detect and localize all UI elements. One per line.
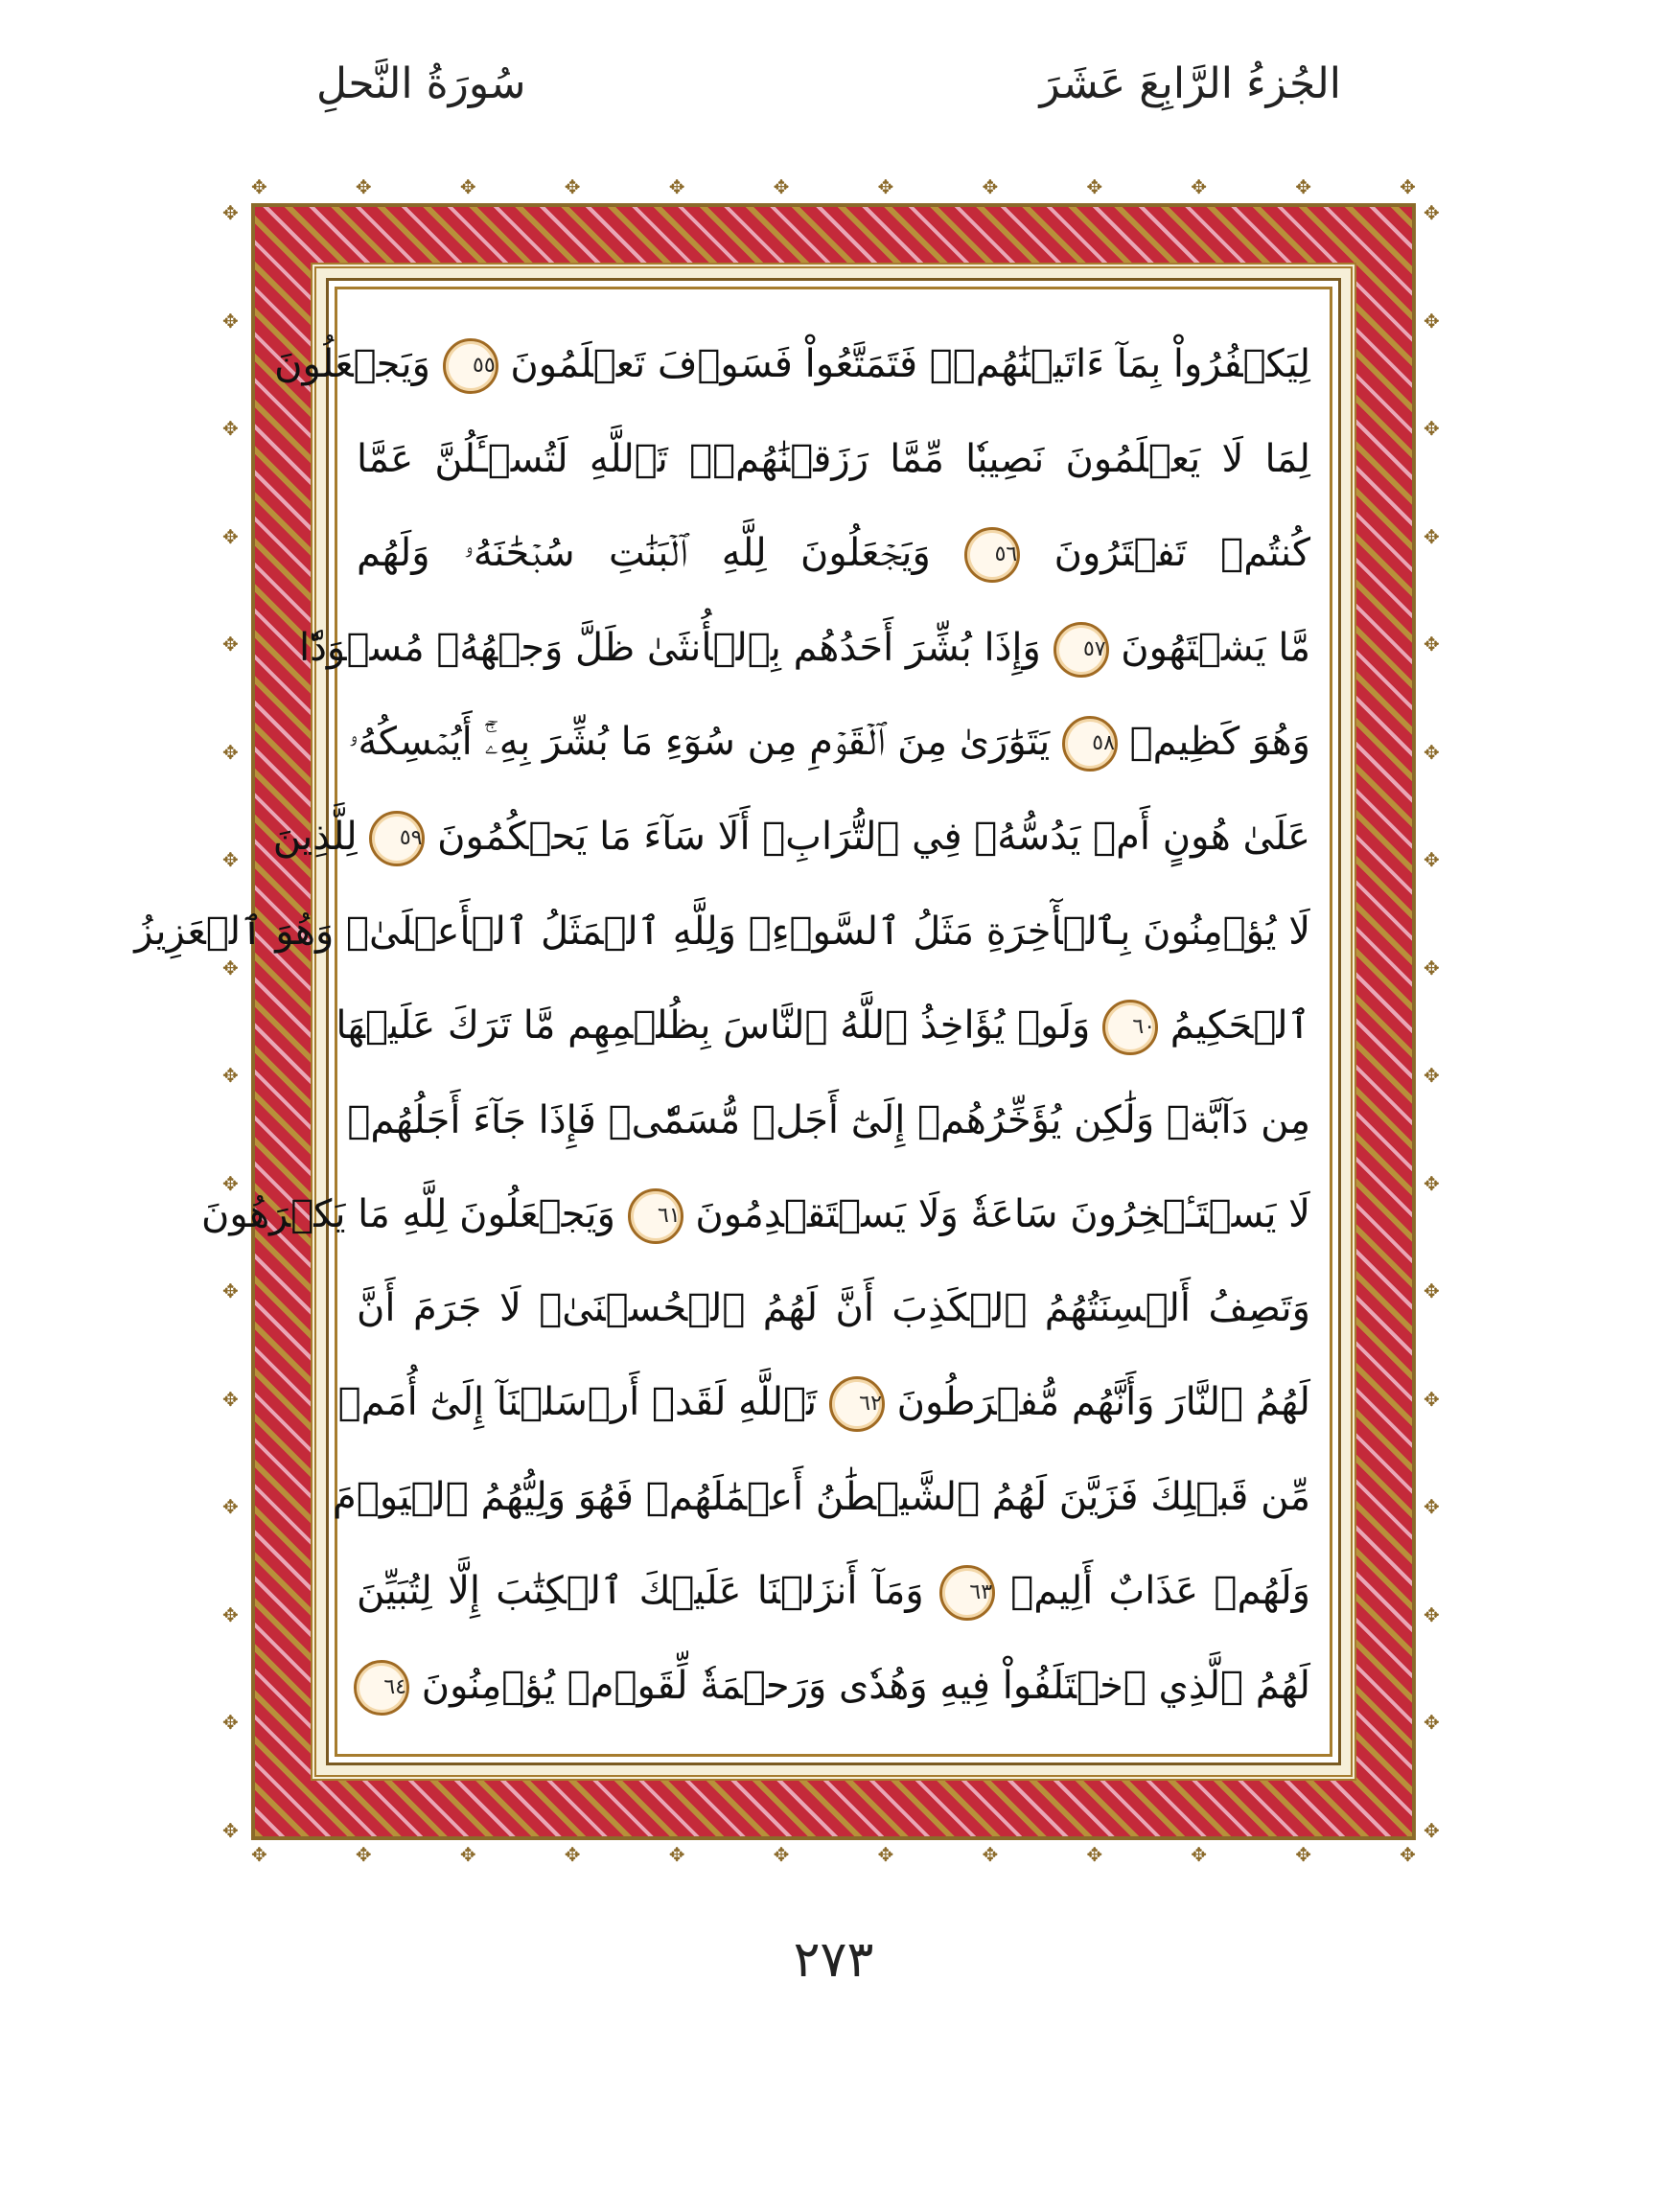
ayah-number-marker: ٥٦ [964, 527, 1020, 583]
ornament-icon: ✥ [1191, 175, 1208, 198]
text-line [336, 997, 1310, 1055]
ornament-icon: ✥ [982, 1843, 999, 1866]
ornament-icon: ✥ [222, 1818, 239, 1842]
text-line [348, 713, 1310, 772]
text-line [272, 808, 1310, 866]
left-ornament-column [222, 203, 239, 1840]
line-text: وَتَصِفُ أَلۡسِنَتُهُمُ ٱلۡكَذِبَ أَنَّ لَهُمُ ٱلۡحُسۡنَىٰۚ لَا جَرَمَ أَنَّ [357, 1286, 1310, 1331]
ayah-number-marker: ٦٠ [1102, 1000, 1158, 1055]
ornament-icon: ✥ [222, 740, 239, 764]
text-line [357, 524, 1310, 583]
bottom-ornament-row [251, 1845, 1416, 1864]
ornament-icon: ✥ [1424, 1387, 1440, 1411]
ornament-icon: ✥ [222, 1602, 239, 1626]
ornament-icon: ✥ [668, 1843, 685, 1866]
text-line [337, 1373, 1310, 1432]
line-text-after: تَٱللَّهِ لَقَدۡ أَرۡسَلۡنَآ إِلَىٰٓ أُمَمٖ [337, 1380, 818, 1425]
text-line [357, 1657, 1310, 1716]
ornament-icon: ✥ [459, 175, 476, 198]
ornament-icon: ✥ [1424, 1602, 1440, 1626]
ornament-icon: ✥ [1424, 524, 1440, 548]
ornament-icon: ✥ [222, 1495, 239, 1519]
ornament-icon: ✥ [251, 175, 267, 198]
ornament-icon: ✥ [982, 175, 999, 198]
text-line [357, 430, 1310, 488]
line-text-after: وَلَوۡ يُؤَاخِذُ ٱللَّهُ ٱلنَّاسَ بِظُلۡمِهِم مَّا تَرَكَ عَلَيۡهَا [336, 1002, 1091, 1048]
ayah-number-marker: ٦٢ [829, 1376, 885, 1432]
ornament-icon: ✥ [1400, 175, 1416, 198]
line-text: وَهُوَ كَظِيمٞ [1129, 720, 1310, 765]
ayah-number-marker: ٥٥ [443, 338, 498, 394]
ayah-number-marker: ٦٣ [939, 1565, 995, 1621]
line-text-after: وَيَجۡعَلُونَ لِلَّهِ مَا يَكۡرَهُونَ [201, 1191, 615, 1236]
ornament-icon: ✥ [251, 1843, 267, 1866]
ornament-icon: ✥ [1424, 1711, 1440, 1735]
ornament-icon: ✥ [222, 1171, 239, 1195]
ornament-icon: ✥ [1424, 740, 1440, 764]
text-line [201, 1186, 1310, 1244]
ornament-icon: ✥ [355, 175, 372, 198]
line-text: لِيَكۡفُرُواْ بِمَآ ءَاتَيۡنَٰهُمۡۚ فَتَمَتَّعُواْ فَسَوۡفَ تَعۡلَمُونَ [510, 342, 1310, 386]
ornament-icon: ✥ [1424, 1171, 1440, 1195]
line-text-after: لِلَّذِينَ [272, 815, 358, 860]
right-ornament-column [1424, 203, 1440, 1840]
ornament-icon: ✥ [773, 175, 790, 198]
ornament-icon: ✥ [222, 201, 239, 224]
ornament-icon: ✥ [222, 524, 239, 548]
line-text: مَّا يَشۡتَهُونَ [1121, 625, 1310, 670]
ayah-number-marker: ٦٤ [354, 1660, 409, 1716]
line-text: مِّن قَبۡلِكَ فَزَيَّنَ لَهُمُ ٱلشَّيۡطَٰنُ أَعۡمَٰلَهُمۡ فَهُوَ وَلِيُّهُمُ ٱلۡيَوۡمَ [333, 1475, 1310, 1520]
line-text-after: يَتَوَٰرَىٰ مِنَ ٱلۡقَوۡمِ مِن سُوٓءِ مَا بُشِّرَ بِهِۦٓۚ أَيُمۡسِكُهُۥ [348, 720, 1051, 765]
line-text: مِن دَآبَّةٖ وَلَٰكِن يُؤَخِّرُهُمۡ إِلَىٰٓ أَجَلٖ مُّسَمّٗىۖ فَإِذَا جَآءَ أَجَلُهُمۡ [347, 1097, 1310, 1142]
line-text: عَلَىٰ هُونٍ أَمۡ يَدُسُّهُۥ فِي ٱلتُّرَابِۗ أَلَا سَآءَ مَا يَحۡكُمُونَ [437, 815, 1310, 860]
ornament-icon: ✥ [1424, 1818, 1440, 1842]
line-text: لَا يُؤۡمِنُونَ بِٱلۡأٓخِرَةِ مَثَلُ ٱلسَّوۡءِۖ وَلِلَّهِ ٱلۡمَثَلُ ٱلۡأَعۡلَىٰۚ وَهُوَ ٱلۡعَزِيزُ [134, 910, 1310, 955]
ornament-icon: ✥ [1424, 1064, 1440, 1088]
ornament-icon: ✥ [1400, 1843, 1416, 1866]
ornament-icon: ✥ [668, 175, 685, 198]
surah-title: سُورَةُ النَّحلِ [316, 59, 526, 108]
line-text: ٱلۡحَكِيمُ [1169, 1002, 1310, 1048]
text-line [333, 1468, 1310, 1526]
ornament-icon: ✥ [877, 175, 894, 198]
top-ornament-row [251, 177, 1416, 196]
text-line [357, 1279, 1310, 1337]
ornament-icon: ✥ [1086, 175, 1103, 198]
ornament-icon: ✥ [459, 1843, 476, 1866]
text-line [347, 1092, 1310, 1149]
ornament-icon: ✥ [222, 1279, 239, 1303]
ornament-icon: ✥ [1191, 1843, 1208, 1866]
ayah-number-marker: ٥٩ [369, 811, 425, 866]
ornament-icon: ✥ [1424, 848, 1440, 872]
ornament-icon: ✥ [1086, 1843, 1103, 1866]
line-text: لِمَا لَا يَعۡلَمُونَ نَصِيبٗا مِّمَّا رَزَقۡنَٰهُمۡۗ تَٱللَّهِ لَتُسۡـَٔلُنَّ عَمَّا [357, 436, 1310, 481]
juz-title: الجُزءُ الرَّابِعَ عَشَرَ [1039, 59, 1341, 108]
ornament-icon: ✥ [564, 175, 581, 198]
ornament-icon: ✥ [1424, 417, 1440, 441]
ornament-icon: ✥ [222, 848, 239, 872]
line-text: لَا يَسۡتَـٔۡخِرُونَ سَاعَةٗ وَلَا يَسۡتَقۡدِمُونَ [695, 1191, 1310, 1236]
page-number: ٢٧٣ [793, 1931, 874, 1989]
ornament-icon: ✥ [1295, 175, 1311, 198]
ornament-icon: ✥ [222, 309, 239, 333]
ornament-icon: ✥ [1295, 1843, 1311, 1866]
text-line [298, 619, 1310, 678]
quran-text-block [134, 335, 1310, 1716]
ornament-icon: ✥ [564, 1843, 581, 1866]
line-text-after: وَيَجۡعَلُونَ [274, 342, 430, 386]
ornament-icon: ✥ [222, 956, 239, 979]
ayah-number-marker: ٥٧ [1053, 622, 1109, 678]
ornament-icon: ✥ [222, 417, 239, 441]
line-text-after: وَإِذَا بُشِّرَ أَحَدُهُم بِٱلۡأُنثَىٰ ظَلَّ وَجۡهُهُۥ مُسۡوَدّٗا [298, 625, 1041, 670]
ayah-number-marker: ٥٨ [1062, 716, 1118, 772]
text-line [357, 1562, 1310, 1621]
text-line [134, 903, 1310, 960]
ornament-icon: ✥ [1424, 633, 1440, 657]
ornament-icon: ✥ [1424, 1495, 1440, 1519]
ornament-icon: ✥ [222, 633, 239, 657]
ornament-icon: ✥ [222, 1064, 239, 1088]
line-text-after: وَمَآ أَنزَلۡنَا عَلَيۡكَ ٱلۡكِتَٰبَ إِلَّا لِتُبَيِّنَ [357, 1568, 924, 1613]
ornament-icon: ✥ [222, 1387, 239, 1411]
line-text: وَلَهُمۡ عَذَابٌ أَلِيمٞ [1010, 1568, 1310, 1613]
ornament-icon: ✥ [222, 1711, 239, 1735]
text-line [274, 335, 1310, 394]
ornament-icon: ✥ [355, 1843, 372, 1866]
ornament-icon: ✥ [1424, 309, 1440, 333]
line-text-after: وَيَجۡعَلُونَ لِلَّهِ ٱلۡبَنَٰتِ سُبۡحَٰنَهُۥ وَلَهُم [357, 530, 931, 575]
ornament-icon: ✥ [1424, 956, 1440, 979]
ornament-icon: ✥ [1424, 201, 1440, 224]
line-text: لَهُمُ ٱلَّذِي ٱخۡتَلَفُواْ فِيهِ وَهُدٗى وَرَحۡمَةٗ لِّقَوۡمٖ يُؤۡمِنُونَ [421, 1663, 1310, 1708]
ornament-icon: ✥ [877, 1843, 894, 1866]
line-text: لَهُمُ ٱلنَّارَ وَأَنَّهُم مُّفۡرَطُونَ [896, 1380, 1310, 1425]
ayah-number-marker: ٦١ [628, 1188, 683, 1244]
ornament-icon: ✥ [1424, 1279, 1440, 1303]
line-text: كُنتُمۡ تَفۡتَرُونَ [1053, 530, 1310, 575]
ornament-icon: ✥ [773, 1843, 790, 1866]
